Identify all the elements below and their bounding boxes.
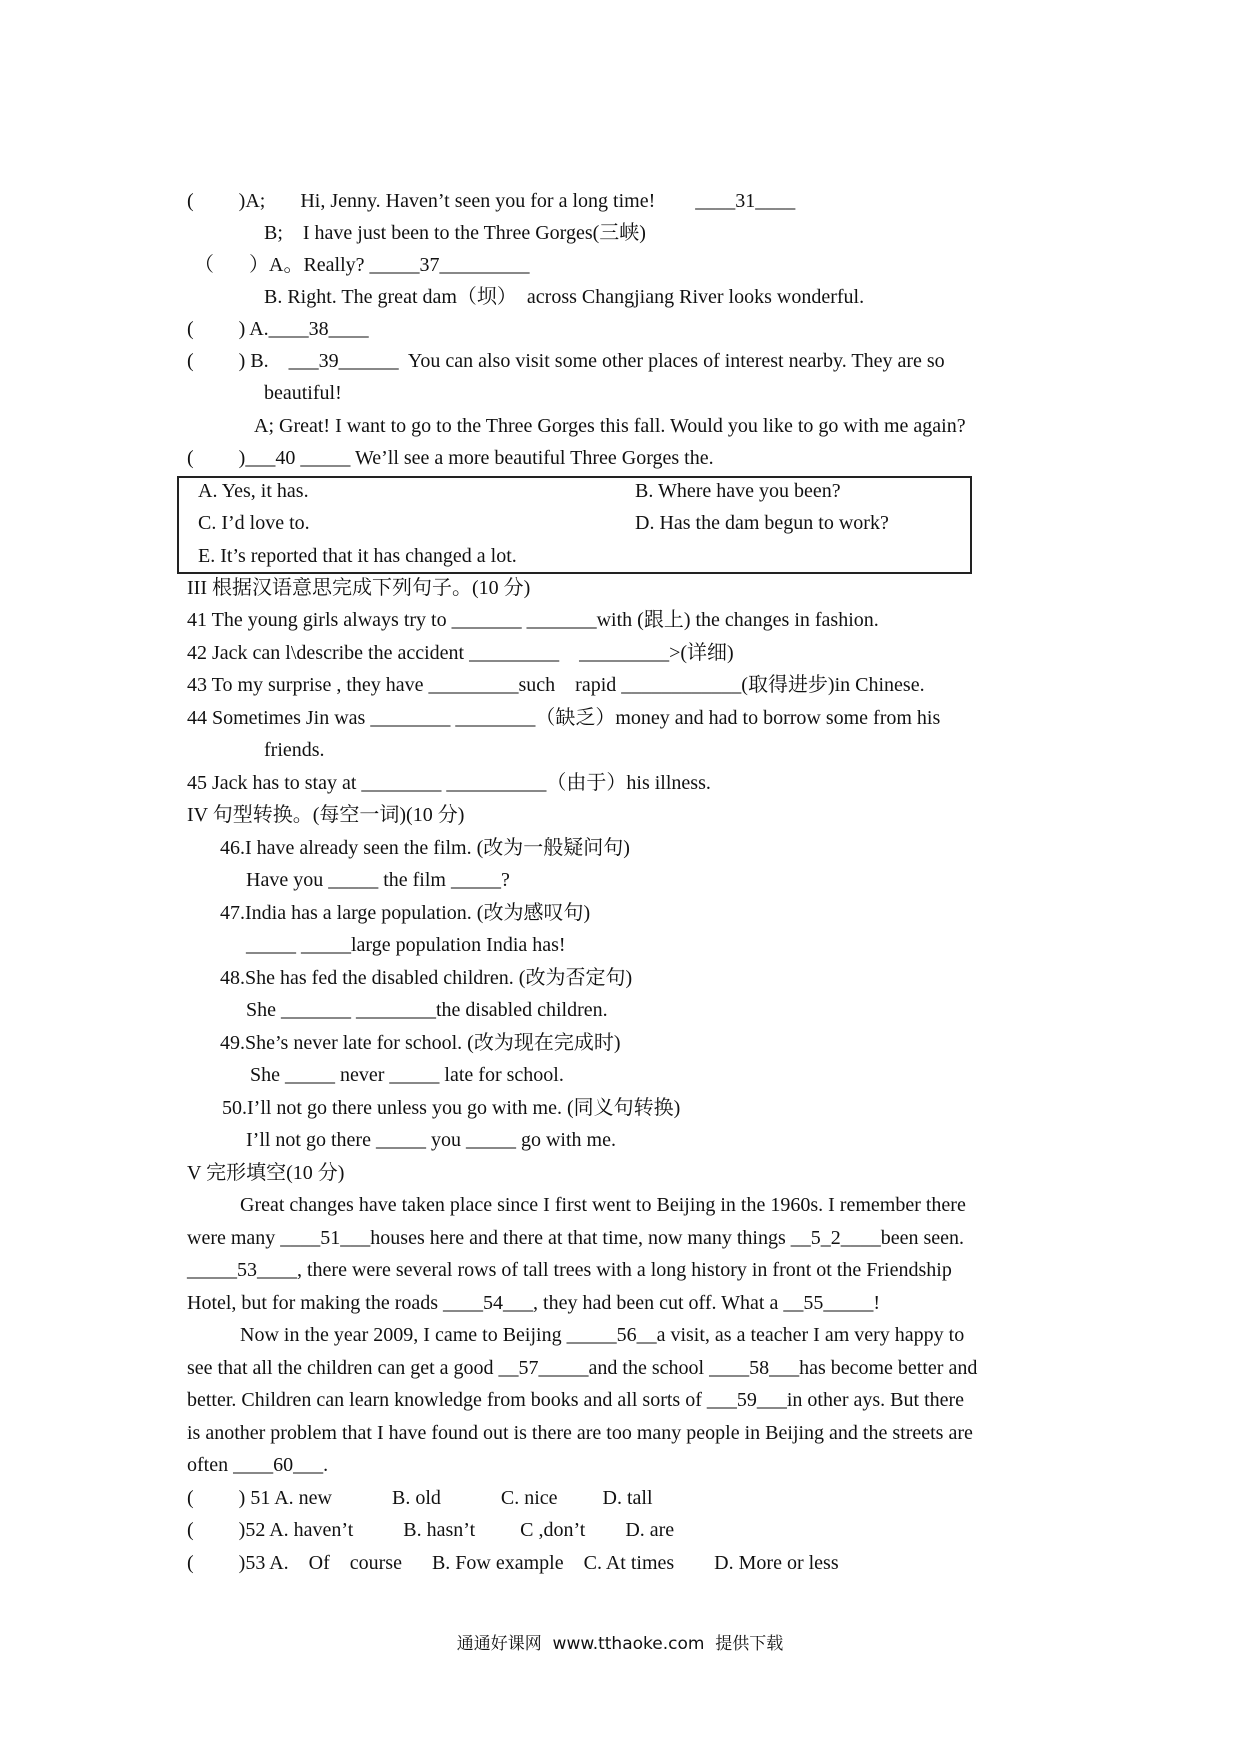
dialogue-line-b1: B; I have just been to the Three Gorges(三峡) (264, 222, 646, 244)
question-49: 49.She’s never late for school. (改为现在完成时) (220, 1032, 621, 1054)
passage-line-4: Hotel, but for making the roads ____54___, they had been cut off. What a __55_____! (187, 1292, 880, 1314)
question-44: 44 Sometimes Jin was ________ ________（缺乏）money and had to borrow some from his (187, 707, 941, 729)
question-47: 47.India has a large population. (改为感叹句) (220, 902, 591, 924)
passage-line-6: see that all the children can get a good __57_____and the school ____58___has become better and (187, 1357, 978, 1379)
section4-heading: IV 句型转换。(每空一词)(10 分) (187, 804, 465, 826)
question-44-cont: friends. (264, 739, 325, 761)
choice-53: ( )53 A. Of course B. Fow example C. At times D. More or less (187, 1552, 839, 1574)
question-48: 48.She has fed the disabled children. (改为否定句) (220, 967, 633, 989)
passage-line-3: _____53____, there were several rows of tall trees with a long history in front ot the Friendship (187, 1259, 952, 1281)
option-b: B. Where have you been? (635, 480, 841, 502)
page-footer: 通通好课网 www.tthaoke.com 提供下载 (456, 1634, 784, 1654)
answer-50: I’ll not go there _____ you _____ go with me. (246, 1129, 616, 1151)
dialogue-line-b2: B. Right. The great dam（坝） across Changjiang River looks wonderful. (264, 286, 865, 308)
option-c: C. I’d love to. (198, 512, 310, 534)
option-d: D. Has the dam begun to work? (635, 512, 889, 534)
choice-52: ( )52 A. haven’t B. hasn’t C ,don’t D. are (187, 1519, 675, 1541)
option-e: E. It’s reported that it has changed a lot. (198, 545, 517, 567)
dialogue-line-39-cont: beautiful! (264, 382, 342, 404)
answer-46: Have you _____ the film _____? (246, 869, 510, 891)
answer-49: She _____ never _____ late for school. (250, 1064, 564, 1086)
dialogue-line-37: （ ）A。Really? _____37_________ (194, 254, 530, 276)
passage-line-7: better. Children can learn knowledge from books and all sorts of ___59___in other ays. But there (187, 1389, 965, 1411)
option-a: A. Yes, it has. (198, 480, 309, 502)
dialogue-line-39: ( ) B. ___39______ You can also visit some other places of interest nearby. They are so (187, 350, 945, 372)
answer-48: She _______ ________the disabled children. (246, 999, 608, 1021)
question-45: 45 Jack has to stay at ________ __________（由于）his illness. (187, 772, 711, 794)
answer-47: _____ _____large population India has! (246, 934, 566, 956)
question-50: 50.I’ll not go there unless you go with me. (同义句转换) (222, 1097, 681, 1119)
dialogue-line-a: A; Great! I want to go to the Three Gorges this fall. Would you like to go with me again? (254, 415, 966, 437)
dialogue-line-38: ( ) A.____38____ (187, 318, 369, 340)
section3-heading: III 根据汉语意思完成下列句子。(10 分) (187, 577, 531, 599)
passage-line-9: often ____60___. (187, 1454, 329, 1476)
passage-line-1: Great changes have taken place since I first went to Beijing in the 1960s. I remember there (240, 1194, 966, 1216)
dialogue-line-31: ( )A; Hi, Jenny. Haven’t seen you for a long time! ____31____ (187, 190, 796, 212)
choice-51: ( ) 51 A. new B. old C. nice D. tall (187, 1487, 653, 1509)
question-46: 46.I have already seen the film. (改为一般疑问句) (220, 837, 630, 859)
question-42: 42 Jack can l\describe the accident _________ _________>(详细) (187, 642, 734, 664)
section5-heading: V 完形填空(10 分) (187, 1162, 345, 1184)
passage-line-2: were many ____51___houses here and there at that time, now many things __5_2____been seen. (187, 1227, 965, 1249)
question-41: 41 The young girls always try to _______ _______with (跟上) the changes in fashion. (187, 609, 879, 631)
passage-line-8: is another problem that I have found out is there are too many people in Beijing and the streets are (187, 1422, 973, 1444)
passage-line-5: Now in the year 2009, I came to Beijing _____56__a visit, as a teacher I am very happy to (240, 1324, 965, 1346)
dialogue-line-40: ( )___40 _____ We’ll see a more beautiful Three Gorges the. (187, 447, 714, 469)
question-43: 43 To my surprise , they have _________such rapid ____________(取得进步)in Chinese. (187, 674, 925, 696)
